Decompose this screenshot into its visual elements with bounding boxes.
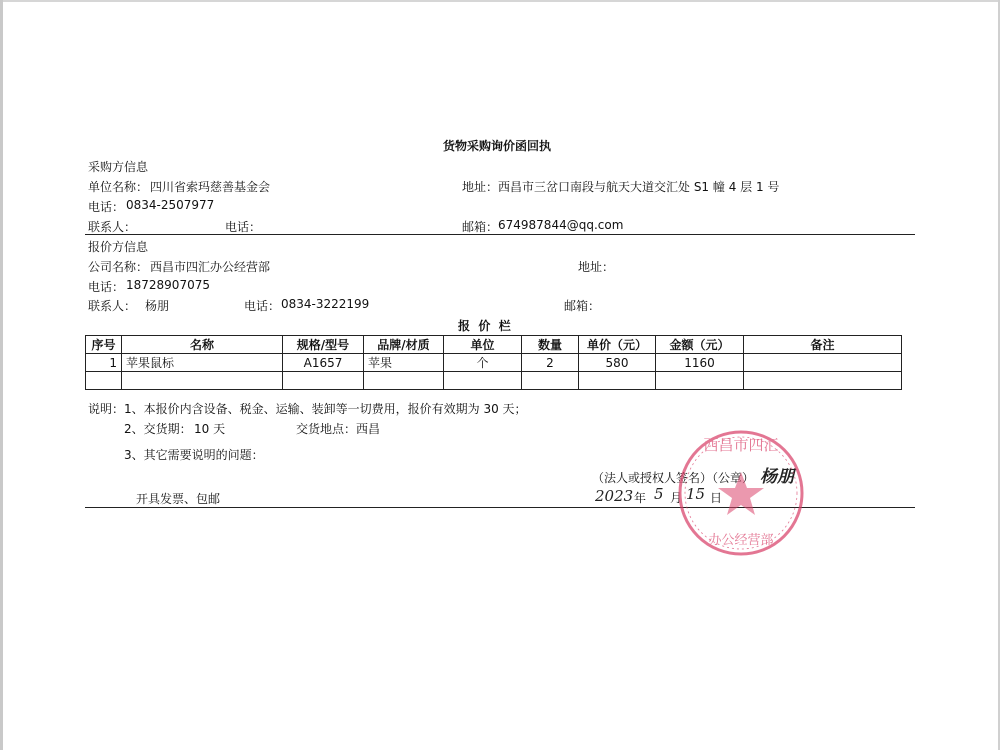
note-line-4: 开具发票、包邮 <box>136 492 221 506</box>
table-cell <box>522 372 579 390</box>
note-line-2-place: 交货地点：西昌 <box>296 422 381 436</box>
signature-month-char: 月 <box>670 491 683 505</box>
table-cell: 1160 <box>656 354 744 372</box>
buyer-address-value: 西昌市三岔口南段与航天大道交汇处 S1 幢 4 层 1 号 <box>498 180 780 194</box>
seller-company-value: 西昌市四汇办公经营部 <box>150 260 271 274</box>
buyer-phone-value: 0834-2507977 <box>126 198 215 212</box>
header-cell: 数量 <box>522 336 579 354</box>
seller-contact-value: 杨朋 <box>145 299 170 313</box>
header-cell: 规格/型号 <box>283 336 364 354</box>
signer-handwriting: 杨朋 <box>760 467 794 487</box>
seller-company-label: 公司名称： <box>88 260 149 274</box>
svg-text:办公经营部: 办公经营部 <box>708 533 774 548</box>
header-cell: 名称 <box>122 336 283 354</box>
quote-table <box>85 335 902 390</box>
buyer-contact-phone-label: 电话： <box>225 220 262 234</box>
table-row <box>86 372 902 390</box>
scan-edge-left <box>0 0 3 750</box>
buyer-address-label: 地址： <box>462 180 499 194</box>
signature-day: 15 <box>686 485 706 503</box>
seller-section-title: 报价方信息 <box>88 240 149 254</box>
note-line-2-prefix: 2、交货期： <box>124 422 192 436</box>
table-cell <box>444 372 522 390</box>
seller-phone-value: 18728907075 <box>126 278 210 292</box>
table-cell <box>283 372 364 390</box>
header-cell: 品牌/材质 <box>364 336 444 354</box>
buyer-email-value: 674987844@qq.com <box>498 218 624 232</box>
table-cell <box>744 354 902 372</box>
header-cell: 单价（元） <box>579 336 656 354</box>
quote-heading: 报 价 栏 <box>458 319 511 333</box>
signature-label: （法人或授权人签名）（公章） <box>592 471 755 485</box>
signature-day-char: 日 <box>710 491 723 505</box>
table-cell <box>122 372 283 390</box>
seller-contact-phone-value: 0834-3222199 <box>281 297 370 311</box>
buyer-unit-value: 四川省索玛慈善基金会 <box>150 180 271 194</box>
table-cell: 苹果鼠标 <box>122 354 283 372</box>
note-line-2-value: 10 天 <box>194 422 226 436</box>
table-cell <box>364 372 444 390</box>
note-line-3: 3、其它需要说明的问题： <box>124 448 264 462</box>
table-cell <box>744 372 902 390</box>
table-cell <box>86 372 122 390</box>
buyer-email-label: 邮箱： <box>462 220 499 234</box>
table-cell: 580 <box>579 354 656 372</box>
buyer-phone-label: 电话： <box>88 200 125 214</box>
seller-contact-phone-label: 电话： <box>244 299 281 313</box>
buyer-section-title: 采购方信息 <box>88 160 149 174</box>
svg-text:西昌市四汇: 西昌市四汇 <box>703 436 779 454</box>
table-cell <box>579 372 656 390</box>
section-divider <box>85 234 915 235</box>
buyer-unit-label: 单位名称： <box>88 180 149 194</box>
official-seal-stamp <box>676 428 806 558</box>
signature-month: 5 <box>654 485 664 503</box>
table-cell: 个 <box>444 354 522 372</box>
header-cell: 备注 <box>744 336 902 354</box>
seller-email-label: 邮箱： <box>564 299 601 313</box>
signature-year-char: 年 <box>634 491 647 505</box>
table-cell: 2 <box>522 354 579 372</box>
star-icon <box>718 472 764 515</box>
header-cell: 单位 <box>444 336 522 354</box>
table-row <box>86 354 902 372</box>
seller-address-label: 地址： <box>578 260 615 274</box>
seller-contact-label: 联系人： <box>88 299 137 313</box>
seller-phone-label: 电话： <box>88 280 125 294</box>
table-cell: 苹果 <box>364 354 444 372</box>
table-cell: A1657 <box>283 354 364 372</box>
header-cell: 序号 <box>86 336 122 354</box>
header-cell: 金额（元） <box>656 336 744 354</box>
quote-table-header-row <box>86 336 902 354</box>
buyer-contact-label: 联系人： <box>88 220 137 234</box>
scan-edge-top <box>0 0 1000 2</box>
document-title: 货物采购询价函回执 <box>443 139 552 153</box>
table-cell: 1 <box>86 354 122 372</box>
table-cell <box>656 372 744 390</box>
signature-year: 2023 <box>595 487 634 505</box>
note-line-1: 说明：1、本报价内含设备、税金、运输、装卸等一切费用，报价有效期为 30 天； <box>88 402 527 416</box>
